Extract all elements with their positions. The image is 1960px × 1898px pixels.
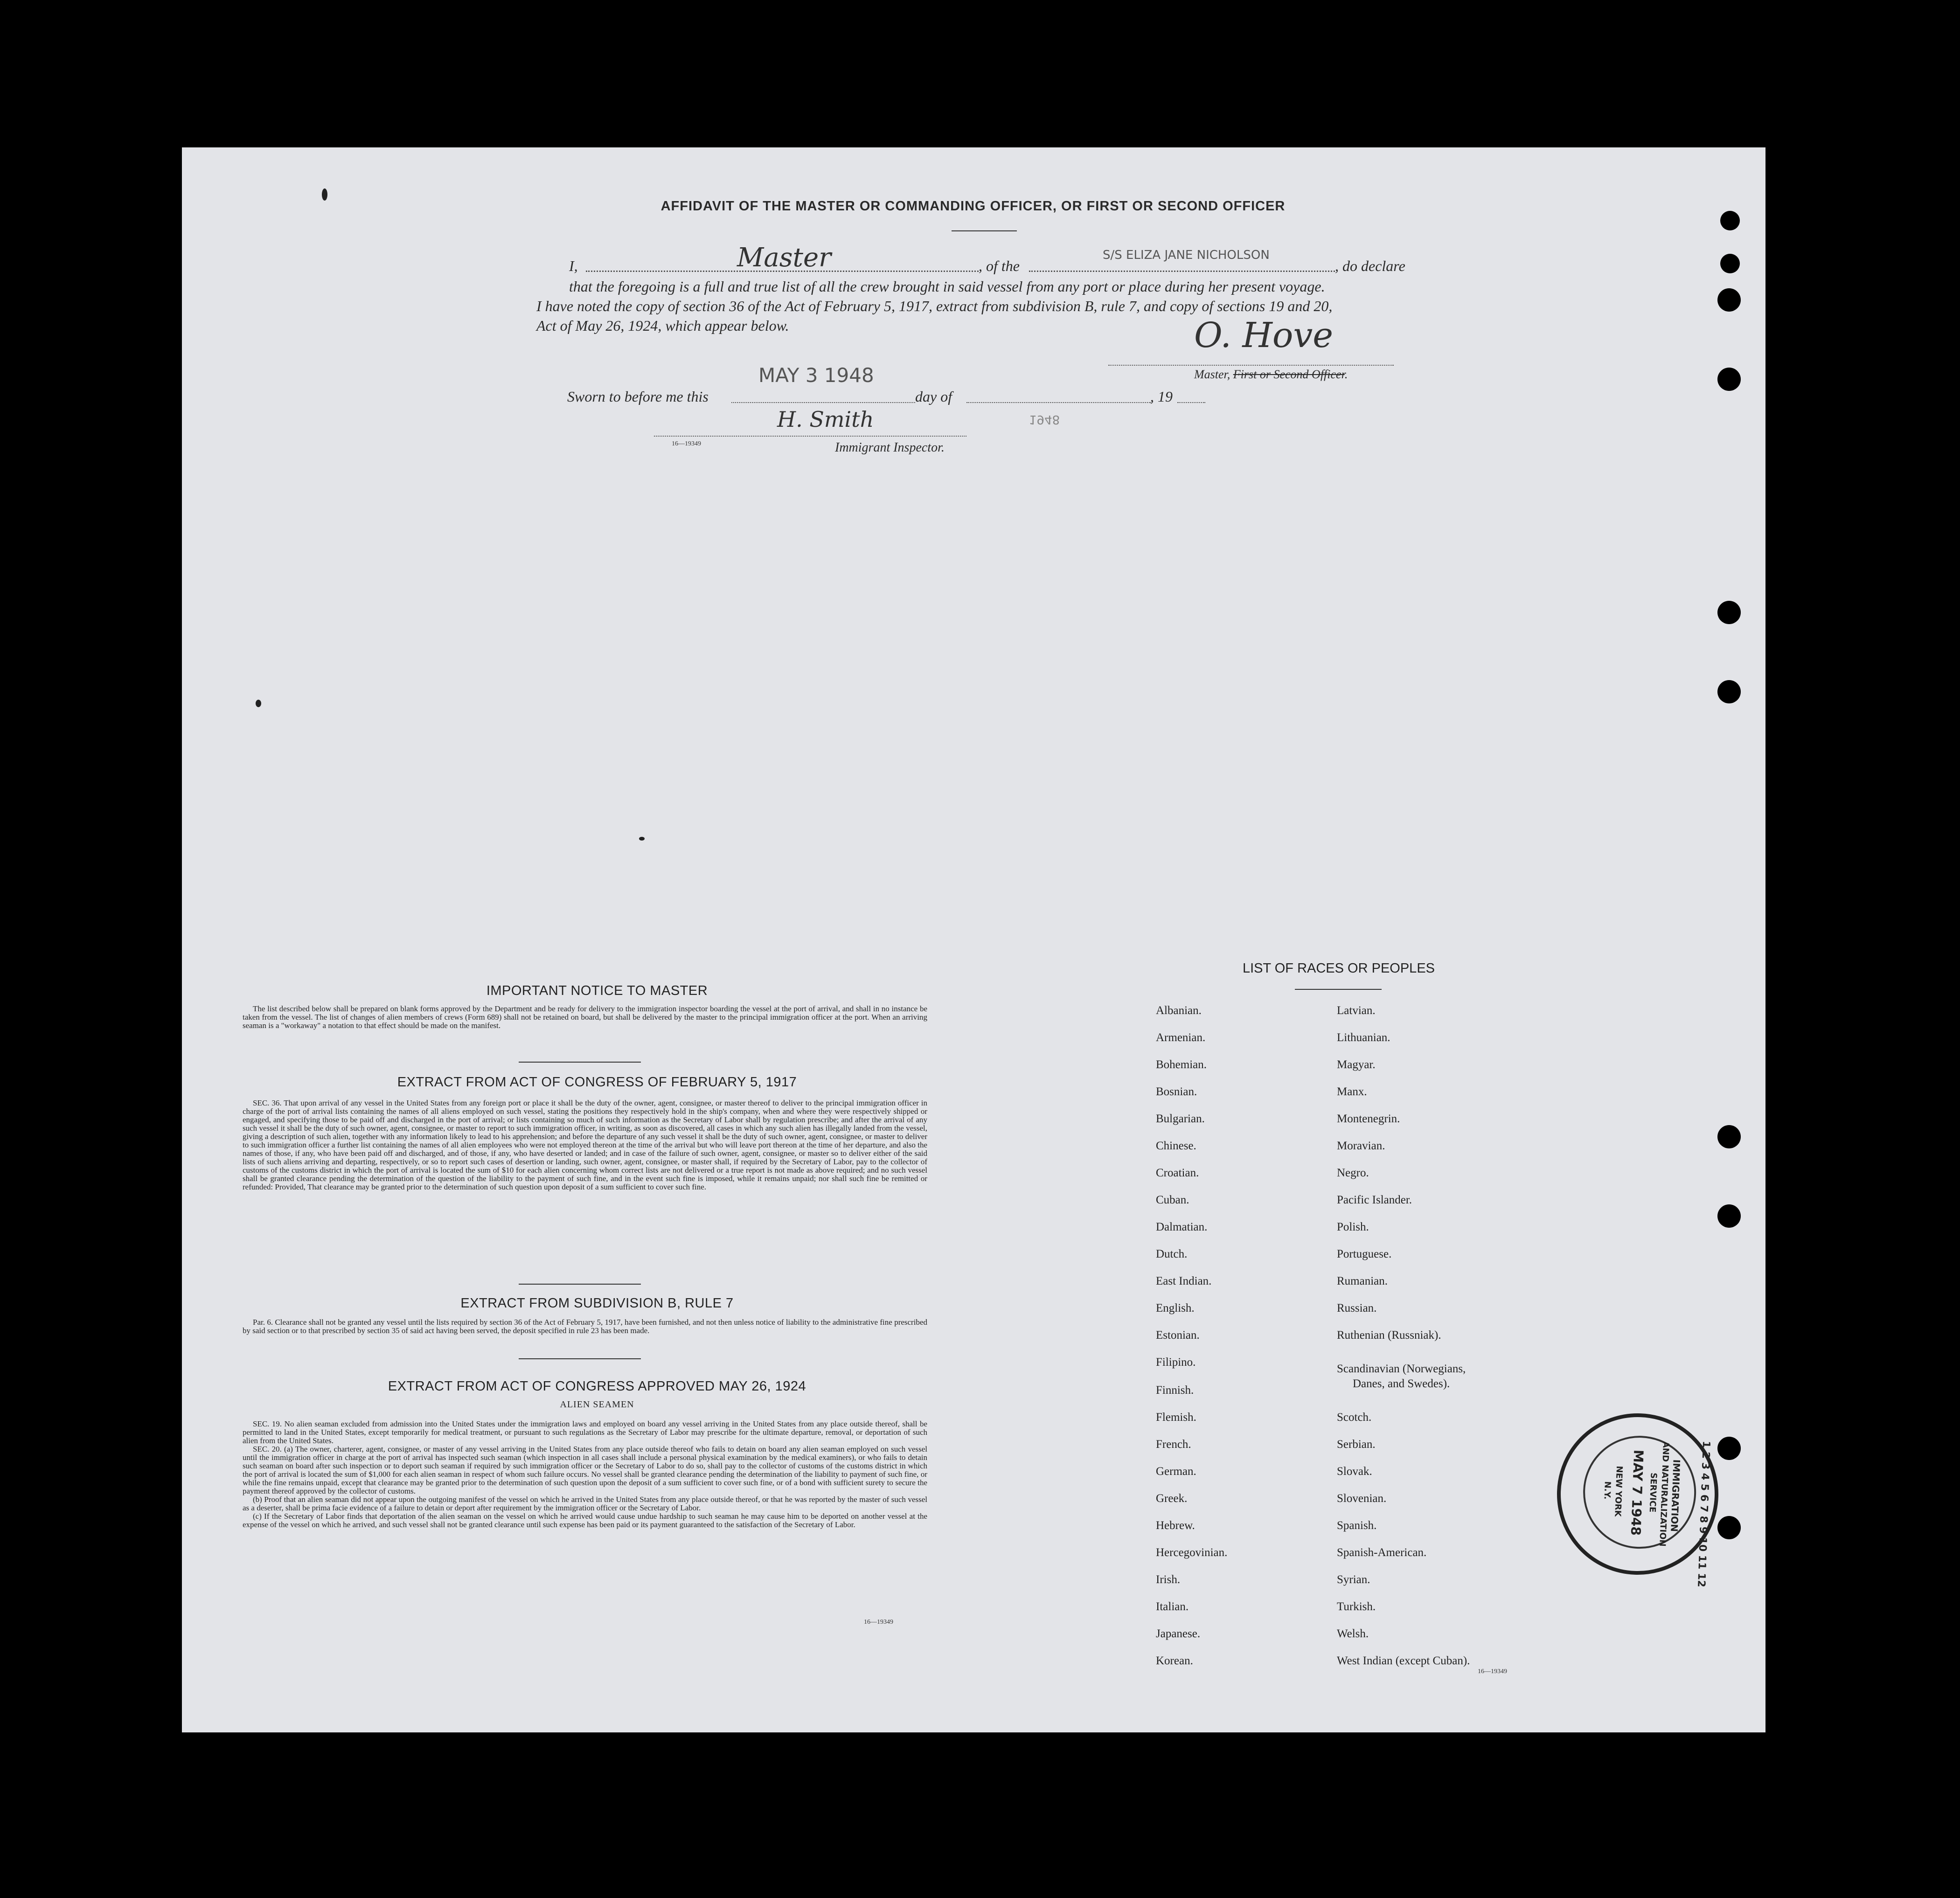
- affidavit-line-4: Act of May 26, 1924, which appear below.: [536, 317, 789, 334]
- race-item: Montenegrin.: [1337, 1112, 1400, 1125]
- year-label: , 19: [1150, 388, 1173, 405]
- race-item: Portuguese.: [1337, 1248, 1392, 1260]
- master-label-suffix: .: [1344, 368, 1348, 381]
- race-item: Slovenian.: [1337, 1492, 1387, 1505]
- race-item: Bulgarian.: [1156, 1112, 1205, 1125]
- race-item: Estonian.: [1156, 1329, 1200, 1342]
- affidavit-line-2: that the foregoing is a full and true list of all the crew brought in said vessel from any port or place during her present voyage.: [569, 278, 1325, 295]
- inspector-signature-line: [654, 436, 966, 437]
- race-item: Korean.: [1156, 1655, 1193, 1667]
- form-number: 16—19349: [1478, 1668, 1507, 1675]
- seal-line-1: IMMIGRATION: [1668, 1459, 1682, 1532]
- section-divider: [519, 1284, 641, 1285]
- race-item: Slovak.: [1337, 1465, 1372, 1478]
- race-item: Spanish.: [1337, 1519, 1377, 1532]
- day-of-label: day of: [915, 388, 952, 405]
- race-item: Welsh.: [1337, 1627, 1369, 1640]
- race-item: Latvian.: [1337, 1004, 1376, 1017]
- extract-1917-text: [243, 1099, 927, 1191]
- year-fragment: 1948: [1029, 412, 1060, 426]
- inspector-label: Immigrant Inspector.: [835, 440, 945, 455]
- master-signature-label: [1194, 368, 1348, 382]
- race-item: Syrian.: [1337, 1573, 1370, 1586]
- race-item: Manx.: [1337, 1085, 1367, 1098]
- section-20c-paragraph: (c) If the Secretary of Labor finds that deportation of the alien seaman on the vessel on which he arrived would cause undue hardship to such seaman he may cause him to be deported on another vessel at the expense of the vessel on which he arrived, and such vessel shall not be granted clearance until such expense has been paid or its payment guaranteed to the satisfaction of the Secretary of Labor.: [243, 1512, 927, 1529]
- binder-hole: [1717, 1125, 1741, 1148]
- notice-text: [243, 1005, 927, 1030]
- race-item: Filipino.: [1156, 1356, 1196, 1369]
- ink-speck: [256, 700, 261, 707]
- race-item: Dutch.: [1156, 1248, 1188, 1260]
- race-item: Moravian.: [1337, 1140, 1385, 1152]
- officer-name: Master: [737, 243, 831, 273]
- race-item: Lithuanian.: [1337, 1031, 1390, 1044]
- race-item: English.: [1156, 1302, 1195, 1314]
- race-item: Japanese.: [1156, 1627, 1201, 1640]
- binder-hole: [1717, 1516, 1741, 1539]
- race-item: Hebrew.: [1156, 1519, 1195, 1532]
- affidavit-i-label: I,: [569, 257, 578, 274]
- races-title-rule: [1295, 989, 1382, 990]
- race-item: French.: [1156, 1438, 1191, 1451]
- ink-speck: [639, 837, 645, 841]
- binder-hole: [1717, 1204, 1741, 1228]
- binder-hole: [1717, 1437, 1741, 1460]
- race-item: Albanian.: [1156, 1004, 1202, 1017]
- seal-date: MAY 7 1948: [1627, 1449, 1647, 1536]
- race-item: German.: [1156, 1465, 1196, 1478]
- affidavit-line-3: I have noted the copy of section 36 of the Act of February 5, 1917, extract from subdivision B, rule 7, and copy of sections 19 and 20,: [536, 298, 1333, 314]
- section-36-paragraph: SEC. 36. That upon arrival of any vessel in the United States from any foreign port or place it shall be the duty of the owner, agent, consignee, or master thereof to deliver to the principal immigration officer in charge of the port of arrival lists containing the names of all aliens employed on such vessel, stating the positions they respectively hold in the ship's company, when and where they were respectively shipped or engaged, and specifying those to be paid off and discharged in the port of arrival; or lists containing so much of such information as the Secretary of Labor shall by regulation prescribe; and after the arrival of any such vessel it shall be the duty of such owner, agent, consignee, or master to report to such immigration officer, in writing, as soon as discovered, all cases in which any such alien has illegally landed from the vessel, giving a description of such alien, together with any information likely to lead to his apprehension; and before the departure of any such vessel it shall be the duty of such owner, agent, consignee, or master to deliver to such immigration officer a further list containing the names of all alien employees who were not employed thereon at the time of the arrival but who will leave port thereon at the time of her departure, and also the names of those, if any, who have been paid off and discharged, and of those, if any, who have deserted or landed; and in case of the failure of such owner, agent, consignee, or master so to deliver either of the said lists of such aliens arriving and departing, respectively, or so to report such cases of desertion or landing, such owner, agent, consignee, or master shall, if required by the Secretary of Labor, pay to the collector of customs of the customs district in which the port of arrival is located the sum of $10 for each alien concerning whom correct lists are not delivered or a true report is not made as above required; and no such vessel shall be granted clearance pending the determination of the question of the liability to the payment of such fine, and in the event such fine is imposed, while it remains unpaid; nor shall such fine be remitted or refunded: Provided, That clearance may be granted prior to the determination of such question upon deposit of a sum sufficient to cover such fine.: [243, 1098, 927, 1191]
- seal-line-2: AND NATURALIZATION: [1657, 1441, 1671, 1547]
- master-label-prefix: Master,: [1194, 368, 1230, 381]
- race-item: Bosnian.: [1156, 1085, 1197, 1098]
- race-item: Scandinavian (Norwegians,: [1337, 1363, 1466, 1375]
- binder-hole: [1720, 211, 1740, 230]
- alien-seamen-subtitle: ALIEN SEAMEN: [560, 1399, 634, 1410]
- race-item: Irish.: [1156, 1573, 1181, 1586]
- race-item: Scotch.: [1337, 1411, 1372, 1424]
- race-item: Negro.: [1337, 1167, 1369, 1179]
- seal-ring-numbers: 1 2 3 4 5 6 7 8 9 10 11 12: [1695, 1440, 1712, 1588]
- rule-7-text: [243, 1318, 927, 1335]
- race-item: Greek.: [1156, 1492, 1188, 1505]
- race-item: Finnish.: [1156, 1384, 1194, 1397]
- master-signature-line: [1108, 365, 1394, 366]
- race-item: Ruthenian (Russniak).: [1337, 1329, 1441, 1342]
- race-item: Serbian.: [1337, 1438, 1376, 1451]
- binder-hole: [1717, 368, 1741, 391]
- binder-hole: [1720, 254, 1740, 273]
- seal-line-3: SERVICE: [1647, 1472, 1659, 1513]
- binder-hole: [1717, 680, 1741, 703]
- race-item: Cuban.: [1156, 1194, 1189, 1206]
- form-number: 16—19349: [864, 1619, 893, 1626]
- section-divider: [519, 1358, 641, 1359]
- title-rule: [952, 230, 1017, 231]
- section-20a-paragraph: SEC. 20. (a) The owner, charterer, agent, consignee, or master of any vessel arriving in the United States from any place outside thereof who fails to detain on board any alien seaman employed on such vessel until the immigration officer in charge at the port of arrival has inspected such seaman (which inspection in all cases shall include a personal physical examination by the medical examiners), or who fails to detain such seaman on board after such inspection or to deport such seaman if required by such immigration officer or the Secretary of Labor to do so, shall pay to the collector of customs of the customs district in which the port of arrival is located the sum of $1,000 for each alien seaman in respect of whom such failure occurs. No vessel shall be granted clearance pending the determination of the liability to payment of such fine, or while the fine remains unpaid, except that clearance may be granted prior to the determination of such question upon the deposit of a sum sufficient to cover such fine, or of a bond with sufficient surety to secure the payment thereof approved by the collector of customs.: [243, 1445, 927, 1495]
- section-20b-paragraph: (b) Proof that an alien seaman did not appear upon the outgoing manifest of the vessel on which he arrived in the United States from any place outside thereof, or that he was reported by the master of such vessel as a deserter, shall be prima facie evidence of a failure to detain or deport after requirement by the immigration officer or the Secretary of Labor.: [243, 1495, 927, 1512]
- affidavit-do-declare: , do declare: [1335, 257, 1405, 274]
- struck-officer-label: First or Second Officer: [1233, 368, 1345, 381]
- notice-paragraph: The list described below shall be prepared on blank forms approved by the Department and be ready for delivery to the immigration inspector boarding the vessel at the port of arrival, and shall in no instance be taken from the vessel. The list of changes of alien members of crews (Form 689) shall not be retained on board, but shall be delivered by the master to the principal immigration officer at the port. When an arriving seaman is a "workaway" a notation to that effect should be made on the manifest.: [243, 1004, 927, 1030]
- seal-line-4: NEW YORK: [1612, 1466, 1625, 1517]
- race-item: Croatian.: [1156, 1167, 1199, 1179]
- inspector-signature: H. Smith: [777, 407, 874, 432]
- extract-1917-title: EXTRACT FROM ACT OF CONGRESS OF FEBRUARY 5, 1917: [397, 1075, 797, 1090]
- binder-hole: [1717, 601, 1741, 624]
- extract-1924-text: [243, 1420, 927, 1529]
- race-item: Russian.: [1337, 1302, 1377, 1314]
- race-item: West Indian (except Cuban).: [1337, 1655, 1470, 1667]
- race-item: Dalmatian.: [1156, 1221, 1208, 1233]
- form-number: 16—19349: [672, 440, 701, 447]
- affidavit-title: AFFIDAVIT OF THE MASTER OR COMMANDING OFFICER, OR FIRST OR SECOND OFFICER: [660, 199, 1286, 214]
- section-divider: [519, 1062, 641, 1063]
- race-item: Bohemian.: [1156, 1058, 1207, 1071]
- sworn-label: Sworn to before me this: [567, 388, 709, 405]
- extract-1924-title: EXTRACT FROM ACT OF CONGRESS APPROVED MAY 26, 1924: [388, 1379, 806, 1394]
- race-item: Hercegovinian.: [1156, 1546, 1228, 1559]
- sworn-day-line: [731, 402, 915, 403]
- sworn-month-line: [966, 402, 1151, 403]
- race-item: Pacific Islander.: [1337, 1194, 1412, 1206]
- race-item: Chinese.: [1156, 1140, 1196, 1152]
- notice-title: IMPORTANT NOTICE TO MASTER: [486, 983, 708, 998]
- binder-hole: [1717, 288, 1741, 312]
- vessel-name-line: [1029, 271, 1335, 272]
- seal-line-5: N.Y.: [1602, 1481, 1612, 1500]
- race-item: Armenian.: [1156, 1031, 1206, 1044]
- race-item: Danes, and Swedes).: [1353, 1377, 1450, 1390]
- race-item: Polish.: [1337, 1221, 1369, 1233]
- races-title: LIST OF RACES OR PEOPLES: [1242, 961, 1435, 976]
- race-item: Flemish.: [1156, 1411, 1196, 1424]
- race-item: Spanish-American.: [1337, 1546, 1427, 1559]
- sworn-date-stamp: MAY 3 1948: [758, 364, 874, 387]
- sworn-year-line: [1177, 402, 1205, 403]
- ink-speck: [322, 188, 327, 201]
- master-signature: O. Hove: [1194, 315, 1334, 355]
- race-item: Italian.: [1156, 1600, 1189, 1613]
- race-item: Magyar.: [1337, 1058, 1376, 1071]
- race-item: East Indian.: [1156, 1275, 1212, 1287]
- rule-7-paragraph: Par. 6. Clearance shall not be granted any vessel until the lists required by section 36 of the Act of February 5, 1917, have been furnished, and not then unless notice of liability to the administrative fine prescribed by said section or to that prescribed by section 35 of said act having been served, the deposit specified in rule 23 has been made.: [243, 1318, 927, 1335]
- rule-7-title: EXTRACT FROM SUBDIVISION B, RULE 7: [460, 1296, 734, 1311]
- race-item: Rumanian.: [1337, 1275, 1388, 1287]
- section-19-paragraph: SEC. 19. No alien seaman excluded from admission into the United States under the immigration laws and employed on board any vessel arriving in the United States from any place outside thereof, shall be permitted to land in the United States, except temporarily for medical treatment, or pursuant to such regulations as the Secretary of Labor may prescribe for the ultimate departure, removal, or deportation of such alien from the United States.: [243, 1419, 927, 1445]
- vessel-name: S/S ELIZA JANE NICHOLSON: [1103, 248, 1270, 262]
- affidavit-of-the-label: , of the: [979, 257, 1020, 274]
- race-item: Turkish.: [1337, 1600, 1376, 1613]
